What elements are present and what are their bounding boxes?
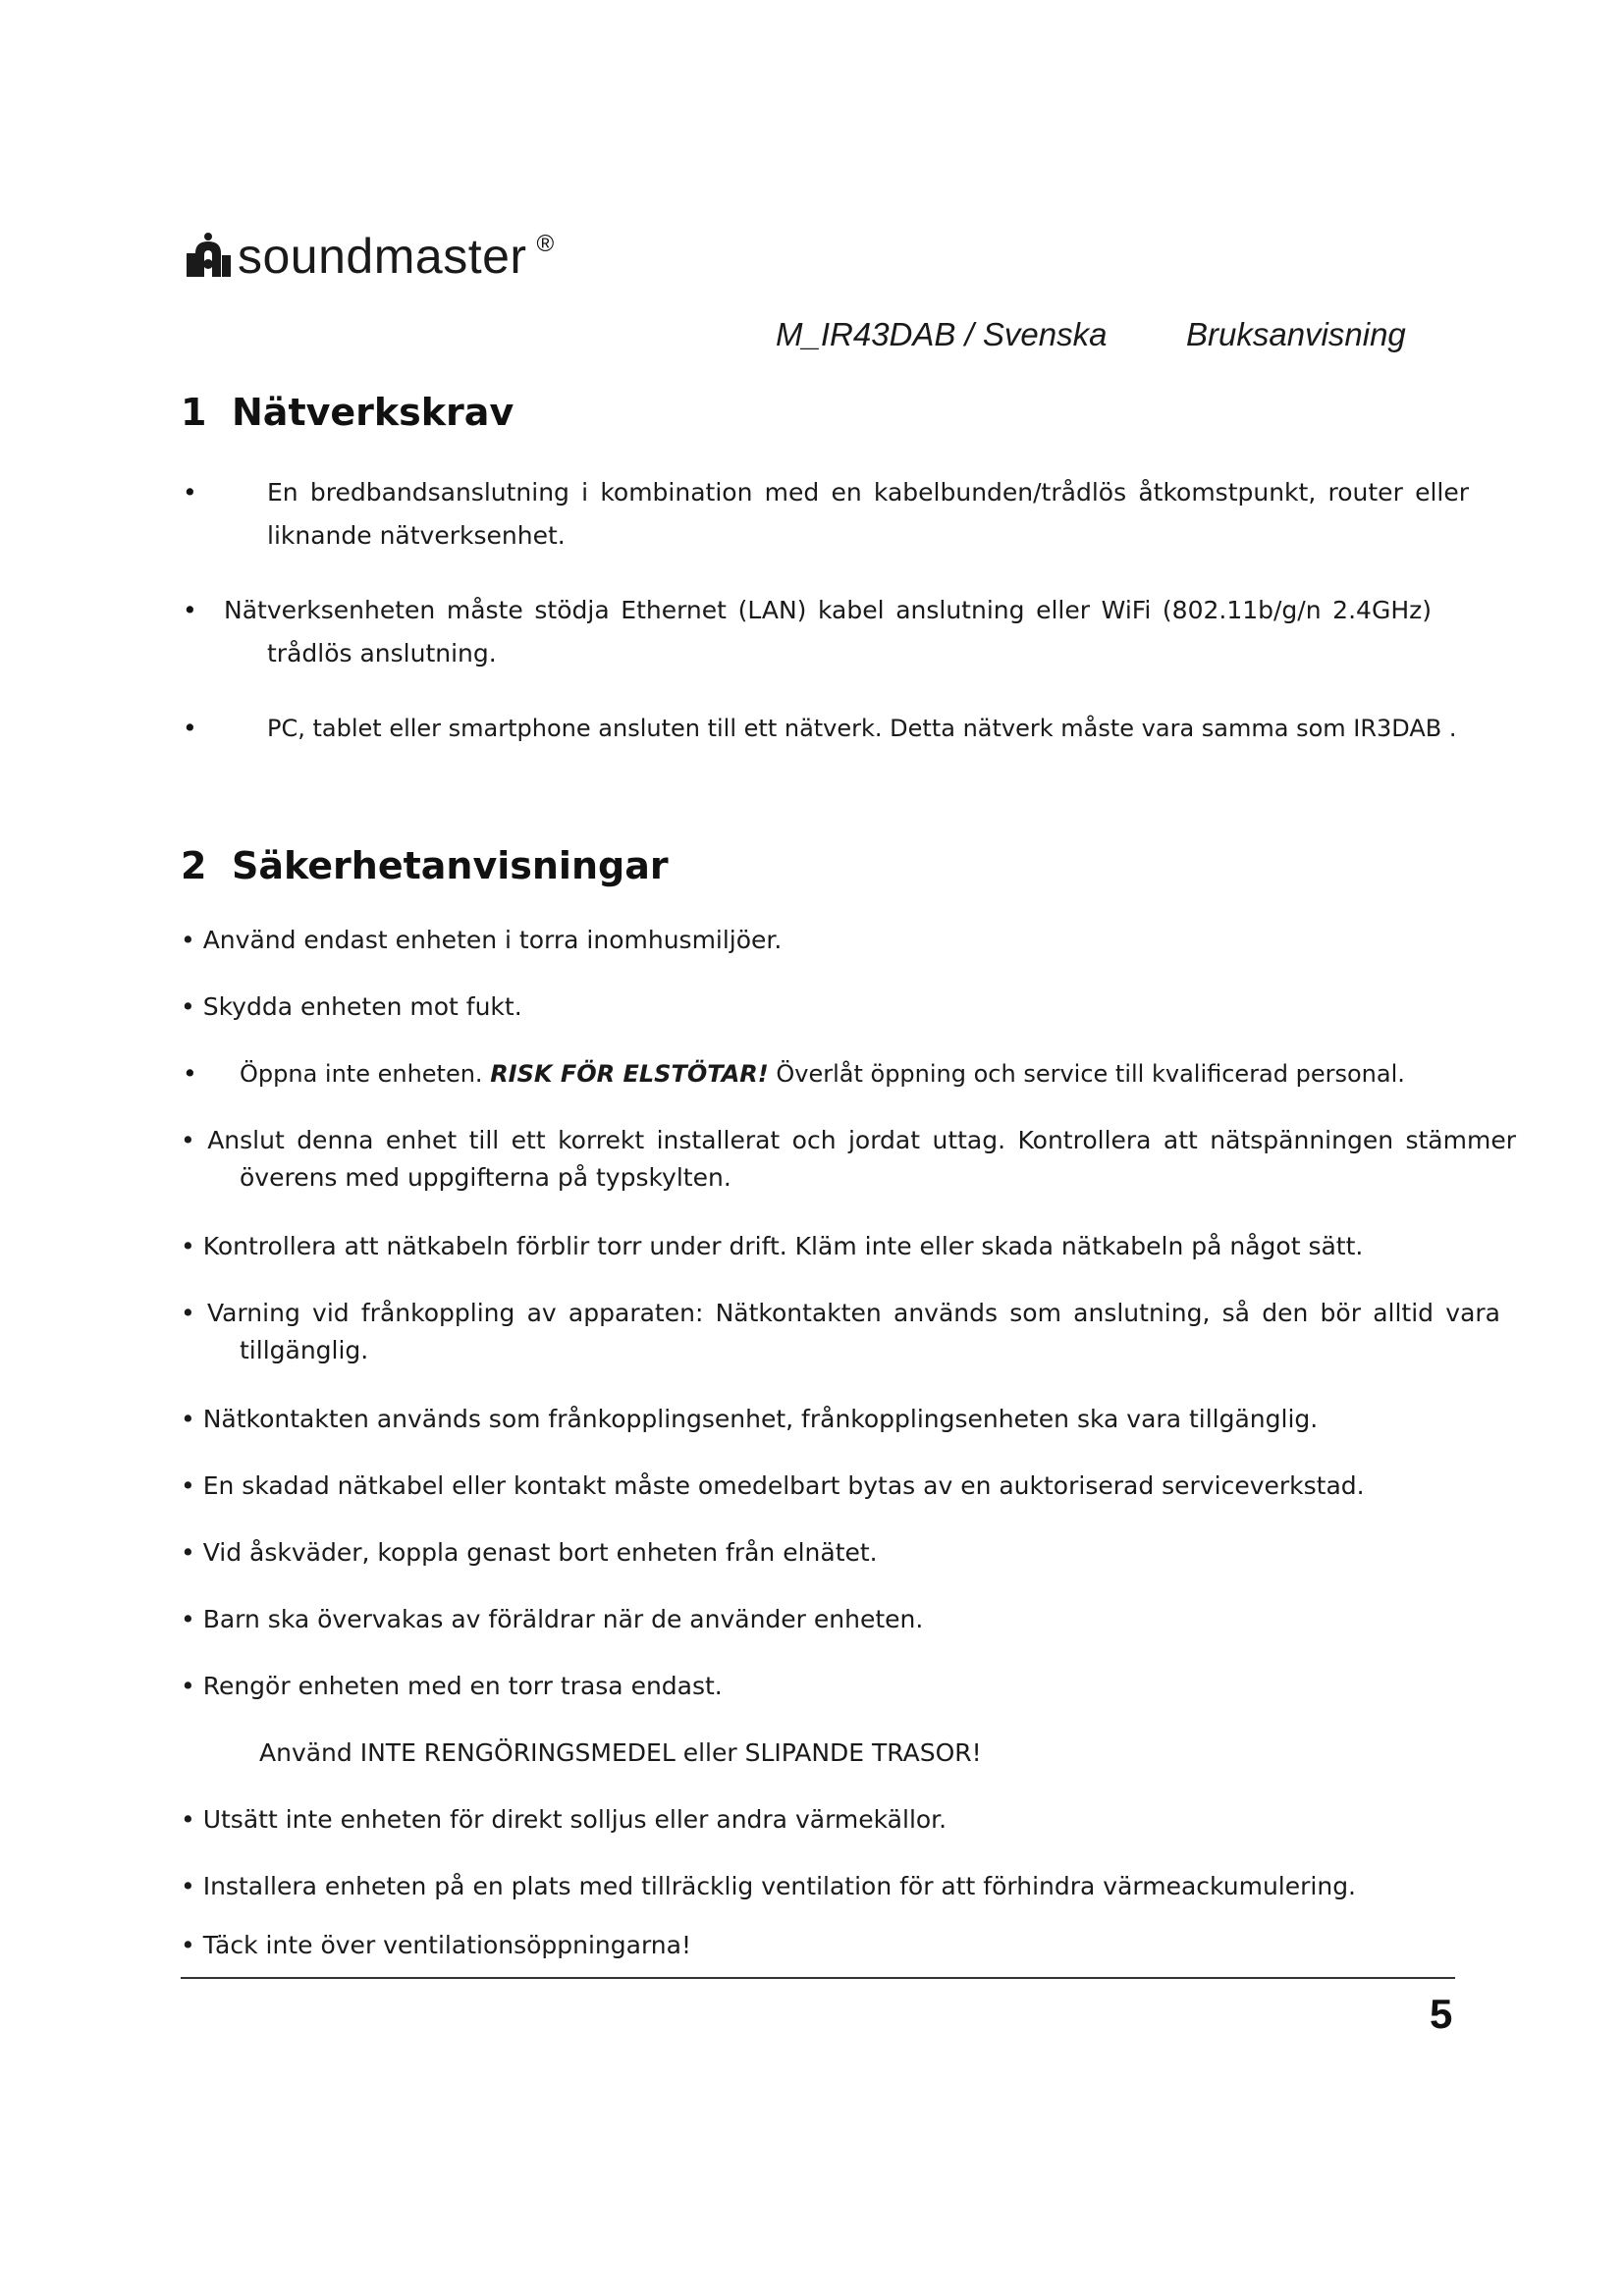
requirement-item-line: Nätverksenheten måste stödja Ethernet (LAN) kabel anslutning eller WiFi (802.11b/g/n 2.4GHz) — [224, 596, 1432, 624]
safety-item: • Barn ska övervakas av föräldrar när de använder enheten. — [181, 1605, 924, 1633]
soundmaster-logo-icon — [185, 232, 234, 281]
section-number: 2 — [181, 844, 207, 887]
brand-logo — [185, 228, 554, 285]
section-title: Nätverkskrav — [232, 391, 514, 434]
safety-item: • Nätkontakten används som frånkopplingsenhet, frånkopplingsenheten ska vara tillgänglig. — [181, 1405, 1319, 1433]
warning-text: RISK FÖR ELSTÖTAR! — [490, 1060, 769, 1088]
section-heading-sakerhetanvisningar — [181, 844, 669, 887]
safety-item: • Täck inte över ventilationsöppningarna! — [181, 1931, 691, 1959]
safety-item-continuation: tillgänglig. — [240, 1336, 369, 1364]
bullet-dot: • — [183, 596, 197, 624]
registered-mark: ® — [536, 231, 555, 257]
bullet-dot: • — [183, 1059, 197, 1088]
requirement-item-line: liknande nätverksenhet. — [267, 521, 566, 550]
section-title: Säkerhetanvisningar — [232, 844, 669, 887]
manual-title: Bruksanvisning — [1186, 316, 1406, 352]
page-number: 5 — [1430, 1991, 1453, 2037]
safety-item: • Kontrollera att nätkabeln förblir torr under drift. Kläm inte eller skada nätkabeln på något sätt. — [181, 1232, 1364, 1260]
cleaning-warning: Använd INTE RENGÖRINGSMEDEL eller SLIPANDE TRASOR! — [259, 1738, 982, 1767]
brand-name: soundmaster — [238, 229, 527, 284]
safety-item: • Anslut denna enhet till ett korrekt installerat och jordat uttag. Kontrollera att nätspänningen stämmer — [181, 1126, 1516, 1154]
safety-item: • Vid åskväder, koppla genast bort enheten från elnätet. — [181, 1538, 878, 1567]
safety-item: Öppna inte enheten. RISK FÖR ELSTÖTAR! Överlåt öppning och service till kvalificerad personal. — [240, 1060, 1405, 1088]
footer-rule — [181, 1977, 1455, 1979]
safety-item: • Rengör enheten med en torr trasa endast. — [181, 1672, 723, 1700]
safety-item: • En skadad nätkabel eller kontakt måste omedelbart bytas av en auktoriserad serviceverkstad. — [181, 1471, 1365, 1500]
safety-item: • Skydda enheten mot fukt. — [181, 992, 522, 1021]
section-number: 1 — [181, 391, 207, 434]
section-heading-natverkskrav — [181, 391, 514, 434]
safety-item: • Installera enheten på en plats med tillräcklig ventilation för att förhindra värmeackumulering. — [181, 1872, 1357, 1900]
safety-item: • Varning vid frånkoppling av apparaten: Nätkontakten används som anslutning, så den bör alltid vara — [181, 1299, 1500, 1327]
bullet-dot: • — [183, 478, 197, 507]
safety-item: • Använd endast enheten i torra inomhusmiljöer. — [181, 926, 783, 954]
requirement-item-line: trådlös anslutning. — [267, 639, 497, 667]
requirement-item-line: En bredbandsanslutning i kombination med en kabelbunden/trådlös åtkomstpunkt, router eller — [267, 478, 1469, 507]
safety-item-continuation: överens med uppgifterna på typskylten. — [240, 1163, 731, 1192]
bullet-dot: • — [183, 714, 197, 742]
requirement-item-line: PC, tablet eller smartphone ansluten till ett nätverk. Detta nätverk måste vara samma som IR3DAB . — [267, 715, 1457, 742]
model-language-label: M_IR43DAB / Svenska — [776, 316, 1108, 352]
safety-item: • Utsätt inte enheten för direkt solljus eller andra värmekällor. — [181, 1805, 947, 1834]
